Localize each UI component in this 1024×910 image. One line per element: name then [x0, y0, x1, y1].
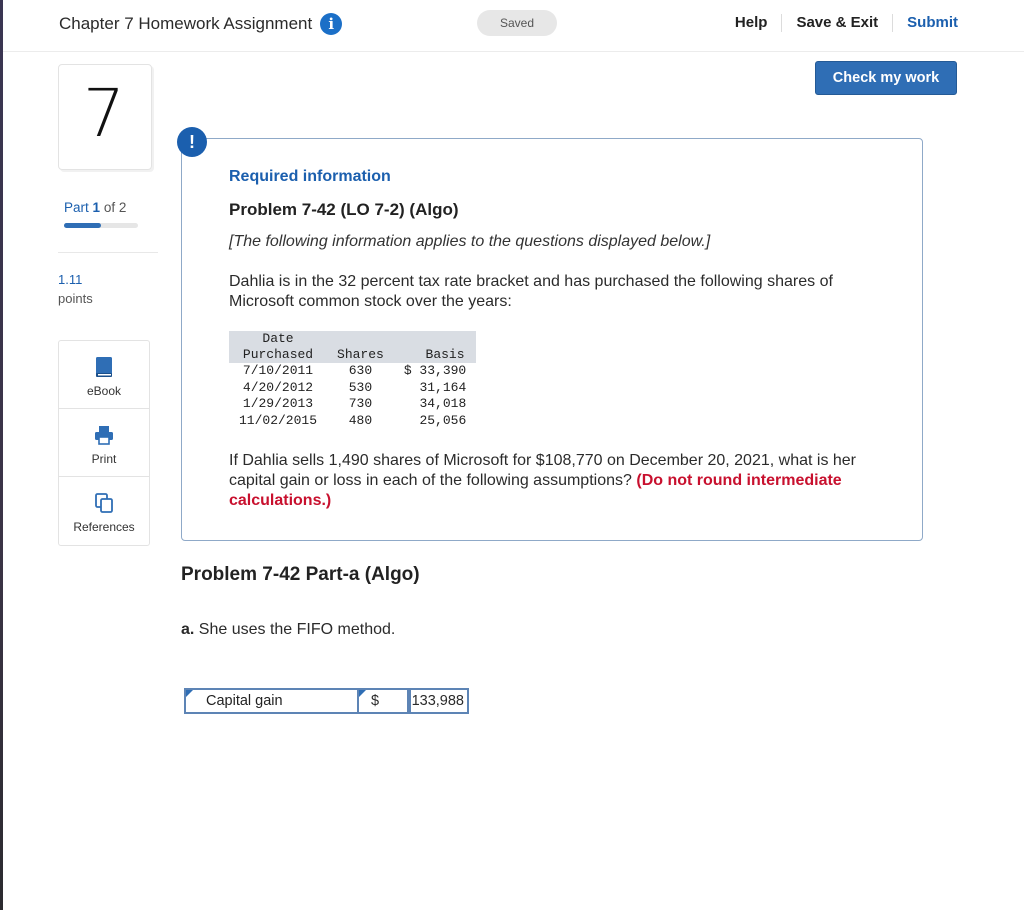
- currency-symbol: $: [370, 693, 380, 709]
- part-indicator: [64, 200, 126, 215]
- part-current: 1: [92, 200, 101, 215]
- info-note: [The following information applies to the questions displayed below.]: [229, 233, 711, 250]
- cell-date: 7/10/2011: [242, 363, 314, 378]
- assignment-title-text: Chapter 7 Homework Assignment: [59, 14, 313, 33]
- printer-icon: [93, 424, 115, 446]
- references-label: References: [73, 520, 135, 534]
- submit-link[interactable]: Submit: [892, 14, 958, 32]
- question-number: 7: [83, 75, 125, 152]
- ebook-label: eBook: [86, 384, 122, 398]
- part-a-question: [181, 621, 395, 639]
- currency-cell: [359, 688, 409, 714]
- table-header-shares: Shares: [327, 331, 394, 363]
- required-info-heading: Required information: [229, 168, 391, 185]
- table-row: [229, 363, 476, 380]
- ebook-button[interactable]: [59, 341, 149, 409]
- answer-row: [184, 688, 469, 714]
- top-header: [3, 0, 1024, 52]
- cell-date: 1/29/2013: [242, 396, 314, 411]
- cell-date: 4/20/2012: [242, 379, 314, 395]
- question-emphasis: (Do not round intermediate calculations.): [229, 472, 842, 509]
- left-window-edge: [0, 0, 3, 910]
- tools-panel: [58, 340, 150, 546]
- table-row: [229, 396, 476, 413]
- print-button[interactable]: [59, 409, 149, 477]
- assignment-title: [59, 13, 342, 35]
- references-button[interactable]: [59, 477, 149, 545]
- stock-purchase-table: [229, 331, 476, 429]
- question-number-card: [58, 64, 152, 170]
- flag-icon: [186, 690, 193, 697]
- cell-basis: 25,056: [419, 412, 467, 428]
- book-icon: [93, 356, 115, 378]
- points-value: 1.11: [58, 272, 83, 287]
- cell-basis: 34,018: [419, 396, 467, 411]
- flag-icon: [359, 690, 366, 697]
- answer-label-text: Capital gain: [206, 693, 283, 709]
- header-actions: [721, 14, 958, 32]
- table-header-date: Date Purchased: [229, 331, 327, 363]
- part-total: of 2: [103, 200, 127, 215]
- problem-title: Problem 7-42 (LO 7-2) (Algo): [229, 200, 459, 219]
- help-link[interactable]: Help: [734, 14, 768, 31]
- table-row: [229, 413, 476, 430]
- part-a-text: She uses the FIFO method.: [198, 621, 396, 638]
- check-my-work-button[interactable]: Check my work: [815, 61, 957, 95]
- part-a-title: Problem 7-42 Part-a (Algo): [181, 564, 420, 585]
- cell-shares: 730: [348, 396, 373, 411]
- info-icon[interactable]: i: [320, 13, 342, 35]
- cell-basis: 31,164: [419, 379, 467, 395]
- part-progress-fill: [64, 223, 101, 228]
- part-a-letter: a.: [181, 621, 195, 638]
- exclamation-icon: !: [177, 127, 207, 157]
- copy-icon: [93, 492, 115, 514]
- cell-date: 11/02/2015: [239, 412, 318, 428]
- capital-gain-dropdown[interactable]: [184, 688, 359, 714]
- cell-shares: 630: [348, 363, 373, 378]
- cell-shares: 530: [348, 379, 373, 395]
- capital-gain-input[interactable]: 133,988: [409, 688, 469, 714]
- cell-basis: $ 33,390: [403, 363, 467, 378]
- print-label: Print: [91, 452, 117, 466]
- part-word: Part: [64, 200, 89, 215]
- sidebar-divider: [58, 252, 158, 253]
- question-text: [229, 451, 889, 511]
- problem-intro: Dahlia is in the 32 percent tax rate bracket and has purchased the following shares of Microsoft common stock over the years:: [229, 273, 833, 310]
- table-header-basis: Basis: [394, 331, 476, 363]
- save-exit-link[interactable]: Save & Exit: [781, 14, 892, 32]
- cell-shares: 480: [348, 412, 373, 428]
- table-row: [229, 380, 476, 397]
- question-body: If Dahlia sells 1,490 shares of Microsoft for $108,770 on December 20, 2021, what is her capital gain or loss in each of the following assumptions?: [229, 452, 857, 489]
- points-label: points: [58, 291, 93, 306]
- part-progress-bar: [64, 223, 138, 228]
- saved-status-badge: Saved: [477, 10, 557, 36]
